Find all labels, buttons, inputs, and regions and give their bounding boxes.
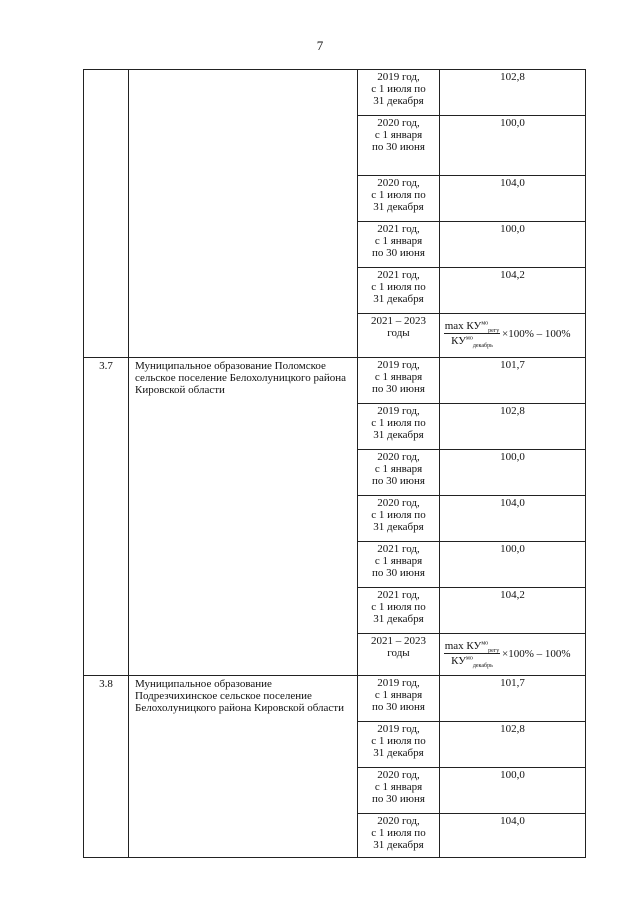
formula-num-sup: мо: [481, 640, 489, 647]
formula-num-sup: мо: [481, 320, 489, 327]
index-value-cell: 102,8: [440, 404, 586, 450]
index-value-cell: 104,0: [440, 496, 586, 542]
period-cell: 2020 год, с 1 января по 30 июня: [358, 450, 440, 496]
section-number: 3.7: [84, 358, 129, 676]
formula-den-sup: мо: [466, 655, 473, 662]
period-cell: 2019 год, с 1 июля по 31 декабря: [358, 404, 440, 450]
index-value-cell: 104,0: [440, 176, 586, 222]
formula-num-sub: регу: [488, 328, 500, 335]
period-cell: 2021 – 2023 годы: [358, 634, 440, 676]
formula-numerator: $\max КУ^{мо}_{регу}$: [444, 640, 500, 655]
formula-tail: ×100% – 100%: [502, 328, 571, 340]
formula-tail: ×100% – 100%: [502, 648, 571, 660]
index-value-cell: 100,0: [440, 116, 586, 176]
index-value-cell: 100,0: [440, 768, 586, 814]
formula-denominator: $КУ^{мо}_{декабрь}$: [451, 335, 493, 350]
municipality-name: Муниципальное образование Поломское сельское поселение Белохолуницкого района Кировской области: [129, 358, 358, 676]
section-number: [84, 70, 129, 358]
index-value-cell: 100,0: [440, 450, 586, 496]
index-value-cell: [440, 314, 586, 358]
formula-den-sup: мо: [466, 335, 473, 342]
period-cell: 2019 год, с 1 июля по 31 декабря: [358, 722, 440, 768]
index-value-cell: 102,8: [440, 722, 586, 768]
period-cell: 2020 год, с 1 июля по 31 декабря: [358, 496, 440, 542]
period-cell: 2021 год, с 1 июля по 31 декабря: [358, 588, 440, 634]
formula-denominator: $КУ^{мо}_{декабрь}$: [451, 655, 493, 670]
period-cell: 2021 год, с 1 января по 30 июня: [358, 222, 440, 268]
period-cell: 2020 год, с 1 января по 30 июня: [358, 116, 440, 176]
index-value-cell: 100,0: [440, 542, 586, 588]
index-value-cell: 102,8: [440, 70, 586, 116]
municipality-name: [129, 70, 358, 358]
period-cell: 2019 год, с 1 января по 30 июня: [358, 676, 440, 722]
period-cell: 2020 год, с 1 января по 30 июня: [358, 768, 440, 814]
index-value-cell: 104,0: [440, 814, 586, 858]
period-cell: 2021 год, с 1 июля по 31 декабря: [358, 268, 440, 314]
index-value-cell: [440, 634, 586, 676]
formula-fraction: [444, 320, 500, 350]
formula-num-sub: регу: [488, 648, 500, 655]
formula-den-sub: декабрь: [472, 663, 493, 670]
formula-fraction: [444, 640, 500, 670]
tariff-index-table: [83, 69, 586, 858]
index-value-cell: 100,0: [440, 222, 586, 268]
table-row: [84, 676, 586, 722]
index-value-cell: 104,2: [440, 588, 586, 634]
period-cell: 2020 год, с 1 июля по 31 декабря: [358, 814, 440, 858]
table-row: [84, 358, 586, 404]
index-value-cell: 101,7: [440, 676, 586, 722]
index-value-cell: 101,7: [440, 358, 586, 404]
page-number: 7: [316, 38, 324, 53]
period-cell: 2020 год, с 1 июля по 31 декабря: [358, 176, 440, 222]
period-cell: 2021 – 2023 годы: [358, 314, 440, 358]
municipality-name: Муниципальное образование Подрезчихинское сельское поселение Белохолуницкого района Кировской области: [129, 676, 358, 858]
section-number: 3.8: [84, 676, 129, 858]
index-value-cell: 104,2: [440, 268, 586, 314]
formula-numerator: $\max КУ^{мо}_{регу}$: [444, 320, 500, 335]
period-cell: 2021 год, с 1 января по 30 июня: [358, 542, 440, 588]
period-cell: 2019 год, с 1 июля по 31 декабря: [358, 70, 440, 116]
period-cell: 2019 год, с 1 января по 30 июня: [358, 358, 440, 404]
formula-den-sub: декабрь: [472, 343, 493, 350]
table-row: [84, 70, 586, 116]
